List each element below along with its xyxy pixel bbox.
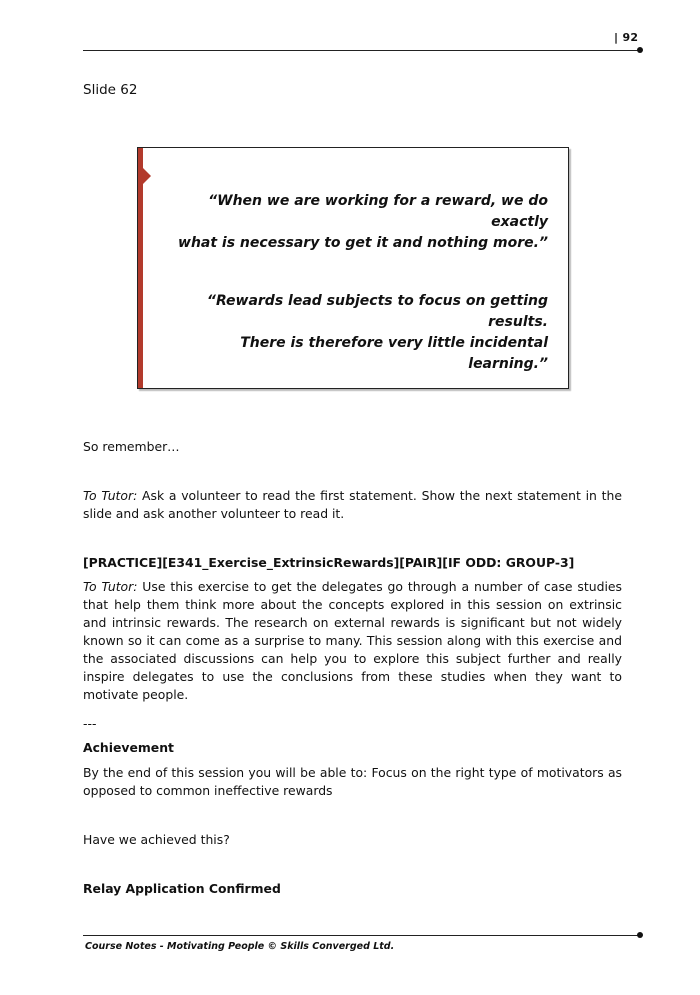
tutor-label: To Tutor: [83, 579, 138, 594]
achievement-heading: Achievement [83, 740, 174, 755]
page-number: | 92 [614, 31, 639, 44]
slide-accent-bar [138, 148, 143, 388]
tutor-note-2-text: Use this exercise to get the delegates go through a number of case studies that help them think more about the concepts explored in this session on extrinsic and intrinsic rewards. The research on external rewards is significant but not widely known so it can come as a surprise to many. This session along with this exercise and the associated discussions can help you to explore this subject further and really inspire delegates to use the conclusions from these studies when they want to motivate people. [83, 579, 622, 702]
slide-preview [137, 147, 569, 389]
remember-text: So remember… [83, 439, 180, 454]
header-rule [83, 50, 638, 51]
footer-rule [83, 935, 638, 936]
quote-2-line-2: There is therefore very little incidental learning.” [240, 335, 548, 372]
quote-2 [168, 291, 548, 375]
rule-dot [637, 932, 643, 938]
question-text: Have we achieved this? [83, 832, 230, 847]
footer-text: Course Notes - Motivating People © Skills Converged Ltd. [85, 941, 395, 952]
slide-accent-triangle [143, 168, 151, 184]
tutor-note-1-text: Ask a volunteer to read the first statement. Show the next statement in the slide and ask another volunteer to read it. [83, 488, 622, 521]
slide-title: Slide 62 [83, 82, 138, 98]
quote-2-line-1: “Rewards lead subjects to focus on getting results. [206, 293, 548, 330]
quote-1 [168, 191, 548, 254]
practice-code: [PRACTICE][E341_Exercise_ExtrinsicRewards][PAIR][IF ODD: GROUP-3] [83, 555, 575, 570]
separator: --- [83, 716, 97, 731]
quote-1-line-1: “When we are working for a reward, we do exactly [208, 193, 548, 230]
tutor-label: To Tutor: [83, 488, 138, 503]
tutor-note-1 [83, 487, 622, 523]
relay-confirmation: Relay Application Confirmed [83, 881, 281, 896]
achievement-text: By the end of this session you will be able to: Focus on the right type of motivators as opposed to common ineffective rewards [83, 765, 622, 798]
quote-1-line-2: what is necessary to get it and nothing more.” [178, 235, 548, 251]
tutor-note-2 [83, 578, 622, 704]
rule-dot [637, 47, 643, 53]
